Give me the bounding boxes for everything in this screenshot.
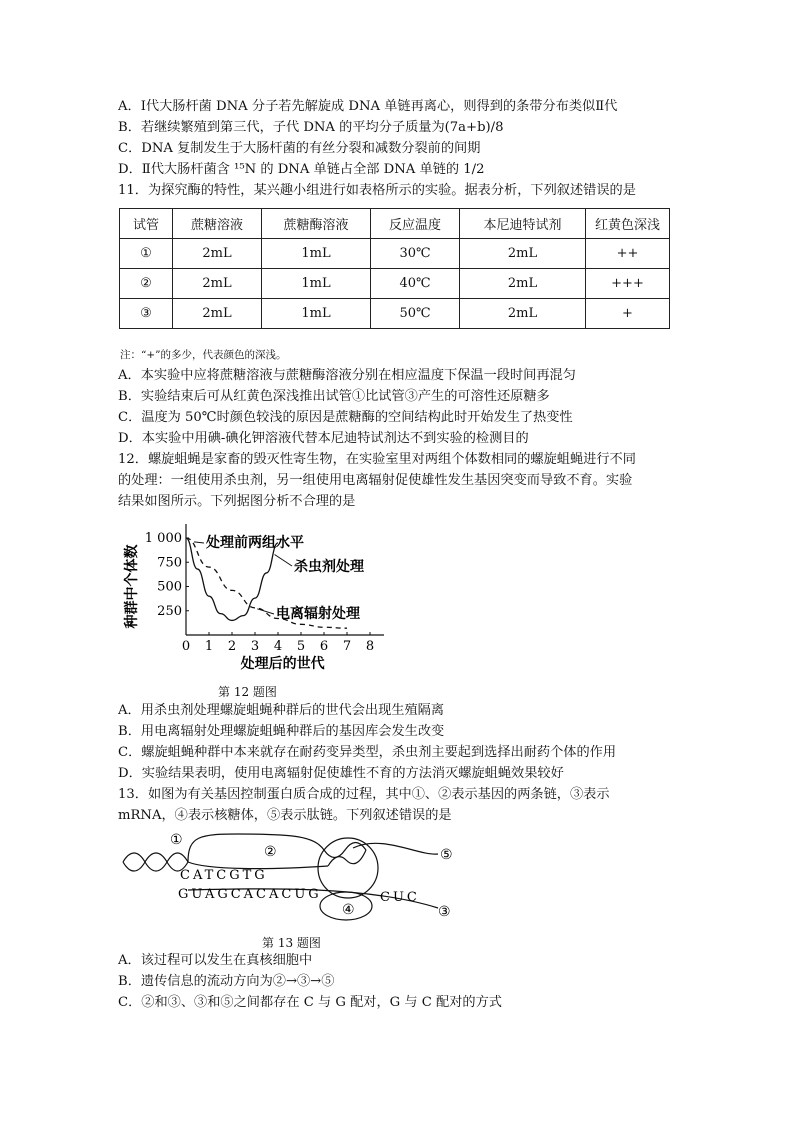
q12-option-d: D．实验结果表明，使用电离辐射促使雄性不育的方法消灭螺旋蛆蝇效果较好 xyxy=(118,766,564,781)
q13-label-strand-2: ② xyxy=(264,844,277,860)
q13-option-a: A．该过程可以发生在真核细胞中 xyxy=(118,953,313,968)
legend-insecticide-pointer xyxy=(275,554,292,566)
q13-option-b: B．遗传信息的流动方向为②→③→⑤ xyxy=(118,974,335,989)
y-tick-label: 500 xyxy=(157,579,182,595)
table-cell: ++ xyxy=(586,239,670,269)
table-cell: 2mL xyxy=(173,269,262,299)
q13-label-strand-1: ① xyxy=(170,832,183,848)
table-cell: 2mL xyxy=(460,239,586,269)
table-cell: 30℃ xyxy=(371,239,460,269)
q13-label-mrna: ③ xyxy=(438,904,451,920)
x-tick-label: 3 xyxy=(250,639,260,654)
legend-insecticide: 杀虫剂处理 xyxy=(294,559,364,575)
q11-option-b: B．实验结束后可从红黄色深浅推出试管①比试管③产生的可溶性还原糖多 xyxy=(118,389,550,404)
q10-option-c: C．DNA 复制发生于大肠杆菌的有丝分裂和减数分裂前的间期 xyxy=(118,141,481,156)
q12-population-chart xyxy=(118,513,388,678)
q12-stem-line-3: 结果如图所示。下列据图分析不合理的是 xyxy=(118,494,356,509)
q13-figure-caption: 第 13 题图 xyxy=(262,936,321,950)
q11-stem: 11．为探究酶的特性，某兴趣小组进行如表格所示的实验。据表分析，下列叙述错误的是 xyxy=(118,183,636,198)
q13-label-ribosome: ④ xyxy=(342,902,355,918)
q10-option-b: B．若继续繁殖到第三代，子代 DNA 的平均分子质量为(7a+b)/8 xyxy=(118,120,504,135)
annotation-pointer xyxy=(194,542,204,543)
q13-mrna-sequence-2: CUC xyxy=(380,890,420,905)
x-tick-label: 7 xyxy=(342,639,352,654)
legend-radiation: 电离辐射处理 xyxy=(276,606,360,622)
q13-label-peptide: ⑤ xyxy=(440,847,453,863)
table-cell: 1mL xyxy=(262,269,371,299)
q12-stem-line-1: 12．螺旋蛆蝇是家畜的毁灭性寄生物，在实验室里对两组个体数相同的螺旋蛆蝇进行不同 xyxy=(118,452,636,467)
q13-option-c: C．②和③、③和⑤之间都存在 C 与 G 配对，G 与 C 配对的方式 xyxy=(118,995,502,1010)
x-axis-title: 处理后的世代 xyxy=(240,656,325,672)
table-cell: 1mL xyxy=(262,299,371,329)
table-header: 反应温度 xyxy=(371,209,460,239)
x-tick-label: 4 xyxy=(273,639,283,654)
q12-option-a: A．用杀虫剂处理螺旋蛆蝇种群后的世代会出现生殖隔离 xyxy=(118,703,445,718)
table-cell: 40℃ xyxy=(371,269,460,299)
y-tick-label: 250 xyxy=(157,603,182,619)
table-cell: 1mL xyxy=(262,239,371,269)
table-cell: ③ xyxy=(120,299,173,329)
q10-option-d: D．Ⅱ代大肠杆菌含 ¹⁵N 的 DNA 单链占全部 DNA 单链的 1/2 xyxy=(118,162,485,177)
q13-mrna-sequence-1: GUAGCACACUG xyxy=(178,887,322,902)
annotation-initial-level: 处理前两组水平 xyxy=(206,535,304,551)
table-row xyxy=(120,299,670,329)
table-cell: 2mL xyxy=(460,269,586,299)
q10-option-a: A．Ⅰ代大肠杆菌 DNA 分子若先解旋成 DNA 单链再离心，则得到的条带分布类似Ⅱ代 xyxy=(118,99,618,114)
q13-stem-line-2: mRNA，④表示核糖体，⑤表示肽链。下列叙述错误的是 xyxy=(118,808,452,823)
q11-option-a: A．本实验中应将蔗糖溶液与蔗糖酶溶液分别在相应温度下保温一段时间再混匀 xyxy=(118,368,576,383)
legend-radiation-pointer xyxy=(257,609,274,614)
x-tick-label: 1 xyxy=(204,639,214,654)
table-header-row xyxy=(120,209,670,239)
x-tick-label: 0 xyxy=(181,639,191,654)
table-header: 红黄色深浅 xyxy=(586,209,670,239)
table-header: 本尼迪特试剂 xyxy=(460,209,586,239)
table-row xyxy=(120,269,670,299)
y-tick-label: 750 xyxy=(157,555,182,571)
table-cell: 2mL xyxy=(173,299,262,329)
table-cell: 2mL xyxy=(173,239,262,269)
table-row xyxy=(120,239,670,269)
q11-experiment-table xyxy=(119,208,670,329)
y-tick-label: 1 000 xyxy=(144,531,182,546)
table-cell: ② xyxy=(120,269,173,299)
table-header: 蔗糖溶液 xyxy=(173,209,262,239)
q11-table-note: 注：“+”的多少，代表颜色的深浅。 xyxy=(120,349,287,361)
x-tick-label: 5 xyxy=(296,639,306,654)
x-tick-label: 6 xyxy=(319,639,329,654)
q12-figure-caption: 第 12 题图 xyxy=(218,685,277,699)
y-axis-title: 种群中个体数 xyxy=(124,544,140,629)
table-cell: ① xyxy=(120,239,173,269)
table-cell: 50℃ xyxy=(371,299,460,329)
x-tick-label: 2 xyxy=(227,639,237,654)
table-cell: +++ xyxy=(586,269,670,299)
q13-translation-diagram xyxy=(118,826,468,926)
q12-stem-line-2: 的处理：一组使用杀虫剂，另一组使用电离辐射促使雄性发生基因突变而导致不育。实验 xyxy=(118,473,633,488)
table-header: 试管 xyxy=(120,209,173,239)
q13-dna-sequence: CATCGTG xyxy=(180,868,268,883)
q11-option-c: C．温度为 50℃时颜色较浅的原因是蔗糖酶的空间结构此时开始发生了热变性 xyxy=(118,410,573,425)
x-tick-label: 8 xyxy=(365,639,375,654)
q12-option-b: B．用电离辐射处理螺旋蛆蝇种群后的基因库会发生改变 xyxy=(118,724,445,739)
table-cell: 2mL xyxy=(460,299,586,329)
table-header: 蔗糖酶溶液 xyxy=(262,209,371,239)
q11-option-d: D．本实验中用碘-碘化钾溶液代替本尼迪特试剂达不到实验的检测目的 xyxy=(118,431,529,446)
table-cell: + xyxy=(586,299,670,329)
q13-stem-line-1: 13．如图为有关基因控制蛋白质合成的过程，其中①、②表示基因的两条链，③表示 xyxy=(118,787,610,802)
q12-option-c: C．螺旋蛆蝇种群中本来就存在耐药变异类型，杀虫剂主要起到选择出耐药个体的作用 xyxy=(118,745,617,760)
